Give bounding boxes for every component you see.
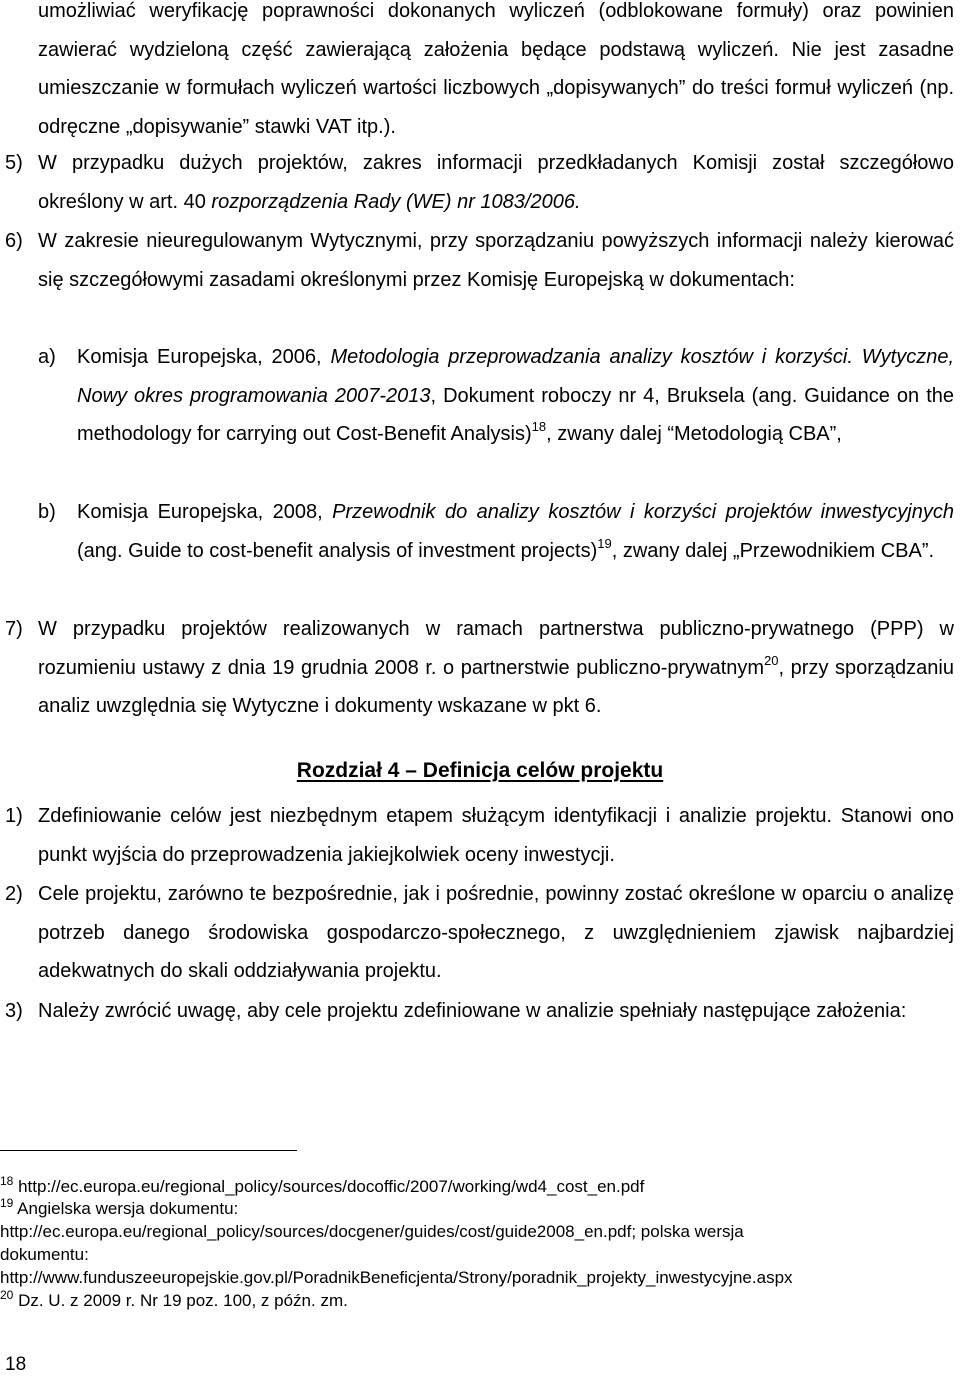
goal-number-2: 2) — [5, 883, 23, 905]
item-number-5: 5) — [5, 152, 23, 174]
footnote-20-number: 20 — [0, 1288, 14, 1302]
footnote-19-url-line: http://ec.europa.eu/regional_policy/sources/docgener/guides/cost/guide2008_en.pdf; polska wersja — [0, 1222, 744, 1241]
subitem-b-text-2: (ang. Guide to cost-benefit analysis of investment projects) — [77, 539, 598, 562]
item-number-6: 6) — [5, 230, 23, 252]
goal-number-1: 1) — [5, 805, 23, 827]
footnote-20 — [0, 1290, 960, 1313]
subitem-b-italic: Przewodnik do analizy kosztów i korzyści projektów inwestycyjnych — [332, 501, 954, 523]
subitem-a-text-2: , Dokument roboczy nr 4, Bruksela (ang. Guidance on the methodology for carrying out Cost-Benefit Analysis) — [77, 384, 954, 446]
subitem-a-text: Komisja Europejska, 2006, — [77, 346, 331, 368]
paragraph-7-text: W przypadku projektów realizowanych w ramach partnerstwa publiczno-prywatnego (PPP) w rozumieniu ustawy z dnia 19 grudnia 2008 r. o partnerstwie publiczno-prywatnym — [38, 618, 954, 679]
goal-paragraph-3: Należy zwrócić uwagę, aby cele projektu zdefiniowane w analizie spełniały następujące założenia: — [38, 1000, 907, 1022]
goal-paragraph-2: Cele projektu, zarówno te bezpośrednie, jak i pośrednie, powinny zostać określone w oparciu o analizę potrzeb danego środowiska gospodarczo-społecznego, z uwzględnieniem zjawisk najbardziej adekwatnych do skali oddziaływania projektu. — [38, 883, 954, 983]
subitem-a-text-3: , zwany dalej “Metodologią CBA”, — [546, 423, 842, 446]
intro-paragraph: umożliwiać weryfikację poprawności dokonanych wyliczeń (odblokowane formuły) oraz powinien zawierać wydzieloną część zawierającą założenia będące podstawą wyliczeń. Nie jest zasadne umieszczanie w formułach wyliczeń wartości liczbowych „dopisywanych” do treści formuł wyliczeń (np. odręczne „dopisywanie” stawki VAT itp.). — [38, 0, 954, 139]
footnote-ref-18: 18 — [531, 419, 547, 435]
paragraph-5-italic: rozporządzenia Rady (WE) nr 1083/2006. — [211, 190, 581, 213]
goal-paragraph-1: Zdefiniowanie celów jest niezbędnym etapem służącym identyfikacji i analizie projektu. Stanowi ono punkt wyjścia do przeprowadzenia jakiejkolwiek oceny inwestycji. — [38, 805, 954, 866]
subitem-b — [77, 493, 954, 570]
paragraph-7 — [38, 610, 954, 726]
paragraph-5 — [38, 144, 954, 221]
footnote-19-url-polish: http://www.funduszeeuropejskie.gov.pl/PoradnikBeneficjenta/Strony/poradnik_projekty_inwestycyjne.aspx — [0, 1268, 793, 1287]
chapter-heading-text: Rozdział 4 – Definicja celów projektu — [296, 759, 664, 782]
subitem-b-text-3: , zwany dalej „Przewodnikiem CBA”. — [611, 539, 935, 562]
subitem-b-label: b) — [38, 501, 56, 523]
footnote-19-number: 19 — [0, 1196, 14, 1210]
paragraph-7-text-2: , przy sporządzaniu analiz uwzględnia się Wytyczne i dokumenty wskazane w pkt 6. — [38, 656, 954, 718]
goal-number-3: 3) — [5, 1000, 23, 1022]
item-number-7: 7) — [5, 618, 23, 640]
subitem-a — [77, 338, 954, 454]
footnote-19 — [0, 1198, 960, 1221]
footnote-18 — [0, 1176, 960, 1199]
chapter-heading — [0, 752, 960, 790]
footnote-20-text: Dz. U. z 2009 r. Nr 19 poz. 100, z późn. zm. — [13, 1291, 348, 1310]
paragraph-6: W zakresie nieuregulowanym Wytycznymi, przy sporządzaniu powyższych informacji należy kierować się szczegółowymi zasadami określonymi przez Komisję Europejską w dokumentach: — [38, 230, 954, 291]
subitem-a-label: a) — [38, 346, 56, 368]
footnote-ref-20: 20 — [764, 652, 779, 668]
subitem-b-text: Komisja Europejska, 2008, — [77, 501, 333, 523]
footnote-18-number: 18 — [0, 1174, 14, 1188]
page-number: 18 — [5, 1354, 27, 1375]
footnote-19-text: Angielska wersja dokumentu: — [13, 1199, 239, 1218]
subitem-a-italic: Metodologia przeprowadzania analizy kosztów i korzyści. Wytyczne, Nowy okres programowania 2007-2013 — [77, 346, 954, 407]
footnote-ref-19: 19 — [597, 535, 612, 551]
paragraph-5-text: W przypadku dużych projektów, zakres informacji przedkładanych Komisji został szczegółowo określony w art. 40 — [38, 152, 954, 213]
footnote-18-text: http://ec.europa.eu/regional_policy/sources/docoffic/2007/working/wd4_cost_en.pdf — [13, 1177, 645, 1196]
footnote-separator — [0, 1150, 297, 1151]
footnote-19-continuation: dokumentu: — [0, 1245, 89, 1264]
